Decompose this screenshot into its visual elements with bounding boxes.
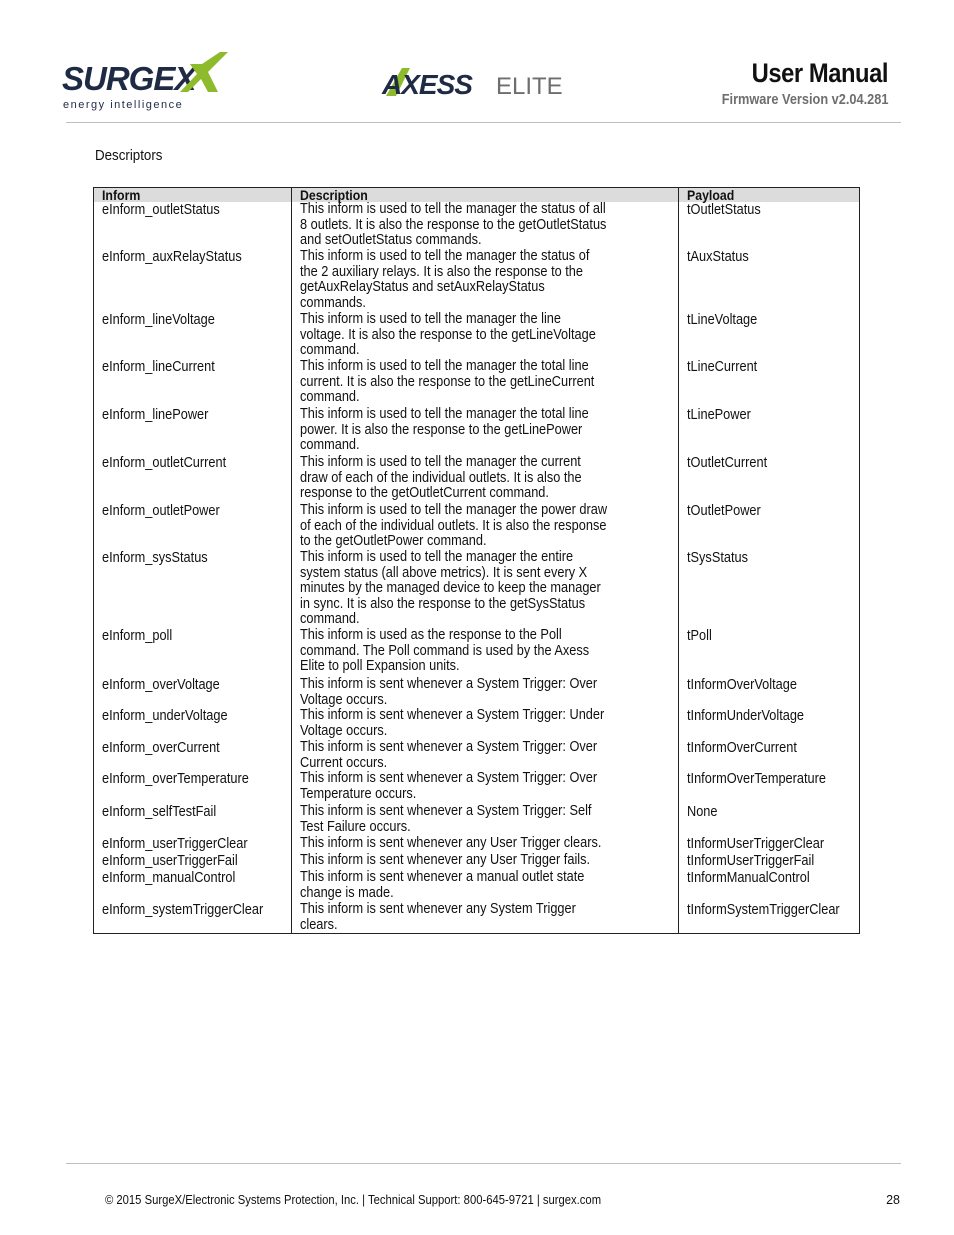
description-cell: This inform is sent whenever any System Trigger clears. <box>292 902 679 934</box>
footer-divider <box>66 1163 901 1164</box>
table-row <box>94 503 860 550</box>
description-cell: This inform is sent whenever a System Trigger: Over Voltage occurs. <box>292 677 679 708</box>
inform-name-cell: eInform_linePower <box>94 407 292 455</box>
inform-name-cell: eInform_auxRelayStatus <box>94 249 292 312</box>
inform-name-cell: eInform_userTriggerFail <box>94 853 292 870</box>
payload-cell: tInformUserTriggerClear <box>679 836 860 853</box>
payload-cell: tInformSystemTriggerClear <box>679 902 860 934</box>
firmware-version: Firmware Version v2.04.281 <box>721 92 888 108</box>
payload-cell: tLinePower <box>679 407 860 455</box>
description-cell: This inform is sent whenever any User Trigger clears. <box>292 836 679 853</box>
payload-cell: tSysStatus <box>679 550 860 628</box>
column-header-payload: Payload <box>679 188 860 203</box>
description-cell: This inform is used to tell the manager the entire system status (all above metrics). It is sent every X minutes by the managed device to keep the manager in sync. It is also the response to the getSysStatus command. <box>292 550 679 628</box>
inform-name-cell: eInform_overCurrent <box>94 740 292 771</box>
payload-cell: tInformOverTemperature <box>679 771 860 804</box>
inform-name-cell: eInform_underVoltage <box>94 708 292 740</box>
table-row <box>94 202 860 249</box>
inform-name-cell: eInform_lineVoltage <box>94 312 292 359</box>
table-row <box>94 708 860 740</box>
payload-cell: tInformManualControl <box>679 870 860 902</box>
description-cell: This inform is used to tell the manager the total line power. It is also the response to the getLinePower command. <box>292 407 679 455</box>
description-cell: This inform is sent whenever a System Trigger: Over Temperature occurs. <box>292 771 679 804</box>
description-cell: This inform is sent whenever any User Trigger fails. <box>292 853 679 870</box>
payload-cell: tOutletPower <box>679 503 860 550</box>
payload-cell: tAuxStatus <box>679 249 860 312</box>
elite-wordmark: ELITE <box>496 73 563 100</box>
footer-copyright: © 2015 SurgeX/Electronic Systems Protection, Inc. | Technical Support: 800-645-9721 | surgex.com <box>105 1193 602 1207</box>
description-cell: This inform is used to tell the manager the status of all 8 outlets. It is also the response to the getOutletStatus and setOutletStatus commands. <box>292 202 679 249</box>
inform-name-cell: eInform_userTriggerClear <box>94 836 292 853</box>
table-row <box>94 407 860 455</box>
payload-cell: tLineCurrent <box>679 359 860 407</box>
table-row <box>94 359 860 407</box>
table-row <box>94 870 860 902</box>
payload-cell: tOutletCurrent <box>679 455 860 503</box>
inform-name-cell: eInform_outletPower <box>94 503 292 550</box>
inform-name-cell: eInform_sysStatus <box>94 550 292 628</box>
inform-name-cell: eInform_overVoltage <box>94 677 292 708</box>
table-row <box>94 312 860 359</box>
inform-name-cell: eInform_selfTestFail <box>94 804 292 836</box>
description-cell: This inform is used to tell the manager the power draw of each of the individual outlets. It is also the response to the getOutletPower command. <box>292 503 679 550</box>
axess-wordmark: AXESS <box>382 69 472 100</box>
inform-name-cell: eInform_lineCurrent <box>94 359 292 407</box>
inform-name-cell: eInform_outletStatus <box>94 202 292 249</box>
inform-name-cell: eInform_systemTriggerClear <box>94 902 292 934</box>
table-row <box>94 902 860 934</box>
surgex-tagline: energy intelligence <box>63 99 184 111</box>
table-row <box>94 455 860 503</box>
payload-cell: tInformOverCurrent <box>679 740 860 771</box>
inform-name-cell: eInform_outletCurrent <box>94 455 292 503</box>
page-number: 28 <box>886 1193 900 1207</box>
surgex-logo <box>62 52 232 114</box>
axess-elite-logo <box>380 62 563 102</box>
payload-cell: tLineVoltage <box>679 312 860 359</box>
payload-cell: tPoll <box>679 628 860 677</box>
header-divider <box>66 122 901 123</box>
table-row <box>94 771 860 804</box>
column-header-description: Description <box>292 188 679 203</box>
section-label: Descriptors <box>95 148 163 164</box>
description-cell: This inform is used to tell the manager the line voltage. It is also the response to the getLineVoltage command. <box>292 312 679 359</box>
payload-cell: tInformUnderVoltage <box>679 708 860 740</box>
table-row <box>94 249 860 312</box>
description-cell: This inform is sent whenever a System Trigger: Under Voltage occurs. <box>292 708 679 740</box>
table-row <box>94 550 860 628</box>
description-cell: This inform is used to tell the manager the status of the 2 auxiliary relays. It is also the response to the getAuxRelayStatus and setAuxRelayStatus commands. <box>292 249 679 312</box>
description-cell: This inform is used as the response to the Poll command. The Poll command is used by the Axess Elite to poll Expansion units. <box>292 628 679 677</box>
payload-cell: tInformUserTriggerFail <box>679 853 860 870</box>
inform-name-cell: eInform_manualControl <box>94 870 292 902</box>
document-title: User Manual <box>751 58 888 88</box>
inform-name-cell: eInform_overTemperature <box>94 771 292 804</box>
surgex-logo-wordmark: SURGEX <box>62 60 196 97</box>
inform-name-cell: eInform_poll <box>94 628 292 677</box>
payload-cell: tOutletStatus <box>679 202 860 249</box>
table-header-row <box>94 188 860 203</box>
table-row <box>94 677 860 708</box>
table-row <box>94 628 860 677</box>
payload-cell: tInformOverVoltage <box>679 677 860 708</box>
payload-cell: None <box>679 804 860 836</box>
table-row <box>94 836 860 853</box>
description-cell: This inform is sent whenever a manual outlet state change is made. <box>292 870 679 902</box>
description-cell: This inform is used to tell the manager the current draw of each of the individual outlets. It is also the response to the getOutletCurrent command. <box>292 455 679 503</box>
description-cell: This inform is used to tell the manager the total line current. It is also the response to the getLineCurrent command. <box>292 359 679 407</box>
table-row <box>94 740 860 771</box>
column-header-inform: Inform <box>94 188 292 203</box>
table-row <box>94 853 860 870</box>
table-row <box>94 804 860 836</box>
description-cell: This inform is sent whenever a System Trigger: Self Test Failure occurs. <box>292 804 679 836</box>
description-cell: This inform is sent whenever a System Trigger: Over Current occurs. <box>292 740 679 771</box>
descriptors-table <box>93 187 860 934</box>
